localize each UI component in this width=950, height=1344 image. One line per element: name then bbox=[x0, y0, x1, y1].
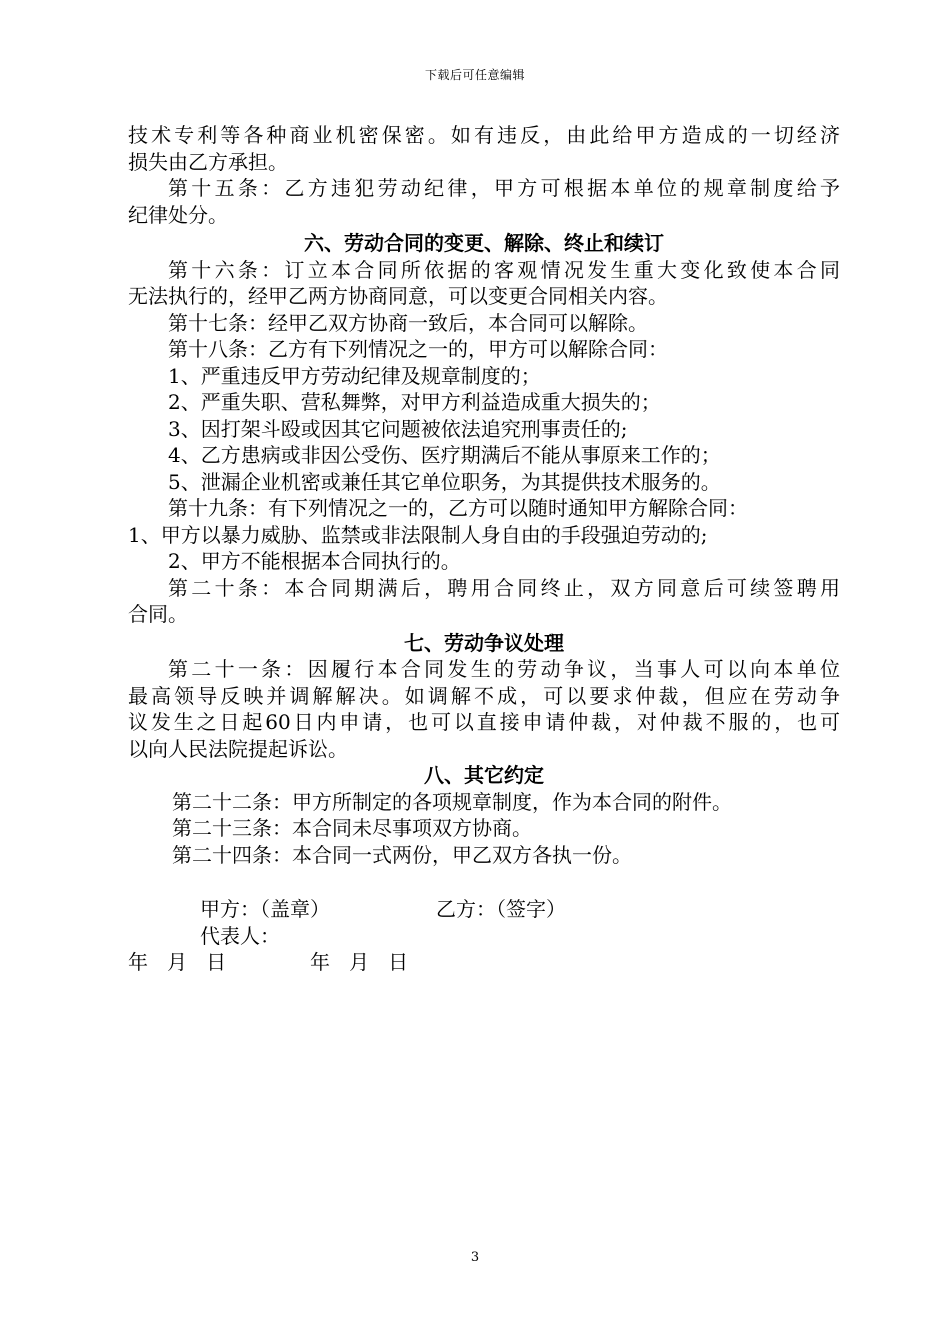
list-item: 1、甲方以暴力威胁、监禁或非法限制人身自由的手段强迫劳动的; bbox=[128, 522, 708, 547]
paragraph-line: 最高领导反映并调解解决。如调解不成，可以要求仲裁，但应在劳动争 bbox=[128, 683, 840, 708]
paragraph-line: 损失由乙方承担。 bbox=[128, 149, 288, 174]
paragraph-line: 纪律处分。 bbox=[128, 202, 228, 227]
party-b-signature: 乙方：（签字） bbox=[436, 897, 566, 921]
clause-15: 第十五条：乙方违犯劳动纪律，甲方可根据本单位的规章制度给予 bbox=[168, 176, 840, 200]
section-heading-6: 六、劳动合同的变更、解除、终止和续订 bbox=[304, 231, 664, 255]
list-item: 2、甲方不能根据本合同执行的。 bbox=[168, 549, 461, 573]
clause-21: 第二十一条：因履行本合同发生的劳动争议，当事人可以向本单位 bbox=[168, 657, 840, 681]
paragraph-line: 议发生之日起60日内申请，也可以直接申请仲裁，对仲裁不服的，也可 bbox=[128, 710, 840, 734]
list-item: 5、泄漏企业机密或兼任其它单位职务，为其提供技术服务的。 bbox=[168, 469, 721, 494]
document-body bbox=[128, 122, 840, 976]
clause-22: 第二十二条：甲方所制定的各项规章制度，作为本合同的附件。 bbox=[172, 789, 732, 814]
clause-20: 第二十条：本合同期满后，聘用合同终止，双方同意后可续签聘用 bbox=[168, 575, 840, 600]
list-item: 4、乙方患病或非因公受伤、医疗期满后不能从事原来工作的； bbox=[168, 443, 721, 467]
paragraph-line: 无法执行的，经甲乙两方协商同意，可以变更合同相关内容。 bbox=[128, 284, 668, 308]
representative-row bbox=[128, 923, 840, 950]
clause-18: 第十八条：乙方有下列情况之一的，甲方可以解除合同： bbox=[168, 337, 668, 361]
clause-17: 第十七条：经甲乙双方协商一致后，本合同可以解除。 bbox=[168, 310, 648, 335]
list-item: 2、严重失职、营私舞弊，对甲方利益造成重大损失的； bbox=[168, 390, 661, 414]
clause-19: 第十九条：有下列情况之一的，乙方可以随时通知甲方解除合同： bbox=[168, 496, 748, 520]
page-header: 下载后可任意编辑 bbox=[424, 68, 525, 82]
signature-row bbox=[128, 896, 840, 923]
party-a-seal: 甲方：（盖章） bbox=[200, 897, 330, 921]
date-party-a: 年 月 日 bbox=[128, 950, 227, 974]
list-item: 1、严重违反甲方劳动纪律及规章制度的； bbox=[168, 363, 541, 388]
section-heading-8: 八、其它约定 bbox=[424, 763, 544, 787]
section-heading-7: 七、劳动争议处理 bbox=[404, 630, 564, 655]
clause-16: 第十六条：订立本合同所依据的客观情况发生重大变化致使本合同 bbox=[168, 257, 840, 282]
paragraph-line: 合同。 bbox=[128, 602, 188, 626]
date-row bbox=[128, 949, 840, 976]
clause-24: 第二十四条：本合同一式两份，甲乙双方各执一份。 bbox=[172, 842, 632, 867]
representative-label: 代表人： bbox=[200, 923, 280, 948]
paragraph-line: 技术专利等各种商业机密保密。如有违反，由此给甲方造成的一切经济 bbox=[128, 123, 840, 147]
page-number: 3 bbox=[470, 1250, 480, 1265]
clause-23: 第二十三条：本合同未尽事项双方协商。 bbox=[172, 816, 532, 840]
paragraph-line: 以向人民法院提起诉讼。 bbox=[128, 736, 348, 761]
list-item: 3、因打架斗殴或因其它问题被依法追究刑事责任的; bbox=[168, 416, 628, 441]
date-party-b: 年 月 日 bbox=[310, 950, 409, 974]
